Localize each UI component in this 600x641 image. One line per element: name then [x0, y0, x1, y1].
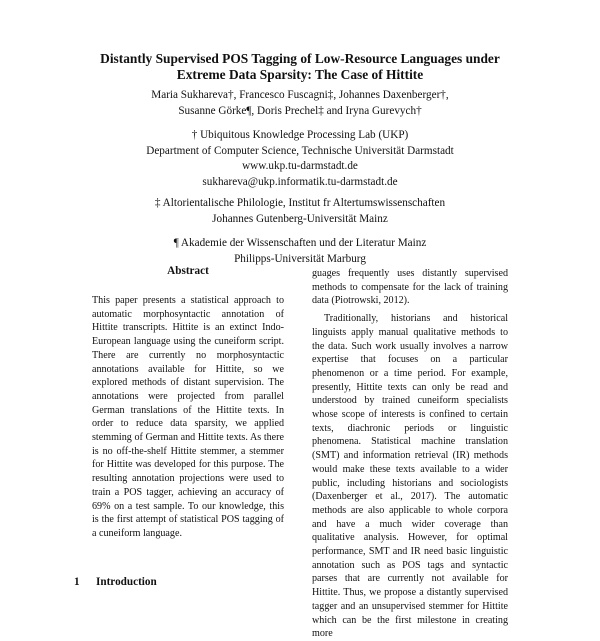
author-list	[40, 88, 560, 119]
affiliation-line: www.ukp.tu-darmstadt.de	[242, 160, 358, 172]
affiliation-line: † Ubiquitous Knowledge Processing Lab (UKP)	[191, 129, 409, 141]
affiliation-line: Johannes Gutenberg-Universität Mainz	[212, 212, 388, 225]
body-paragraph: guages frequently uses distantly supervised methods to compensate for the lack of training data (Piotrowski, 2012).	[312, 268, 508, 307]
right-column	[312, 267, 508, 641]
section-heading-introduction	[74, 576, 157, 588]
affiliation-line: Philipps-Universität Marburg	[234, 252, 366, 265]
body-paragraph: Traditionally, historians and historical linguists apply manual qualitative methods to the data. Such work usually involves a narrow expertise that focuses on a particular phenomenon or a time period. For example, presently, Hittite texts can only be read and understood by trained cuneiform specialists whose scope of interests is confined to certain texts, diachronic periods or linguistic phenomena. Statistical machine translation (SMT) and information retrieval (IR) methods would make these texts available to a wider public, including historians and sociologists (Daxenberger et al., 2017). The automatic methods are also applicable to whole corpora and have a much wider coverage than qualitative analysis. However, for optimal performance, SMT and IR need basic linguistic annotation such as POS tags and syntactic parses that are currently not available for Hittite. Thus, we propose a distantly supervised tagger and an unsupervised stemmer for Hittite which can be the first milestone in creating more	[312, 313, 508, 640]
title-line: Extreme Data Sparsity: The Case of Hittite	[176, 67, 424, 82]
affiliation-ukp	[40, 128, 560, 190]
abstract-column	[92, 294, 284, 541]
affiliation-line: sukhareva@ukp.informatik.tu-darmstadt.de	[202, 175, 398, 188]
authors-line: Maria Sukhareva†, Francesco Fuscagni‡, Johannes Daxenberger†,	[151, 89, 449, 101]
authors-line: Susanne Görke¶, Doris Prechel‡ and Iryna Gurevych†	[178, 104, 422, 117]
affiliation-akademie	[40, 236, 560, 267]
abstract-text: This paper presents a statistical approach to automatic morphosyntactic annotation of Hittite transcripts. Hittite is an extinct Indo-European language using the cuneiform script. There are currently no morphosyntactic annotations available for Hittite, so we explored methods of distant supervision. The annotations were projected from parallel German translations of the Hittite texts. In order to reduce data sparsity, we applied stemming of German and Hittite texts. As there is no off-the-shelf Hittite stemmer, a stemmer for Hittite was developed for this purpose. The resulting annotation projections were used to train a POS tagger, achieving an accuracy of 69% on a test sample. To our knowledge, this is the first attempt of statistical POS tagging of a cuneiform language.	[92, 295, 284, 539]
affiliation-line: ‡ Altorientalische Philologie, Institut fr Altertumswissenschaften	[154, 197, 446, 209]
title-line: Distantly Supervised POS Tagging of Low-Resource Languages under	[100, 51, 500, 66]
section-title: Introduction	[96, 576, 157, 588]
affiliation-line: Department of Computer Science, Technische Universität Darmstadt	[146, 144, 454, 157]
paper-title	[40, 51, 560, 83]
affiliation-mainz	[40, 196, 560, 227]
affiliation-line: ¶ Akademie der Wissenschaften und der Literatur Mainz	[173, 237, 427, 249]
section-number: 1	[74, 576, 80, 588]
abstract-heading: Abstract	[167, 265, 209, 277]
